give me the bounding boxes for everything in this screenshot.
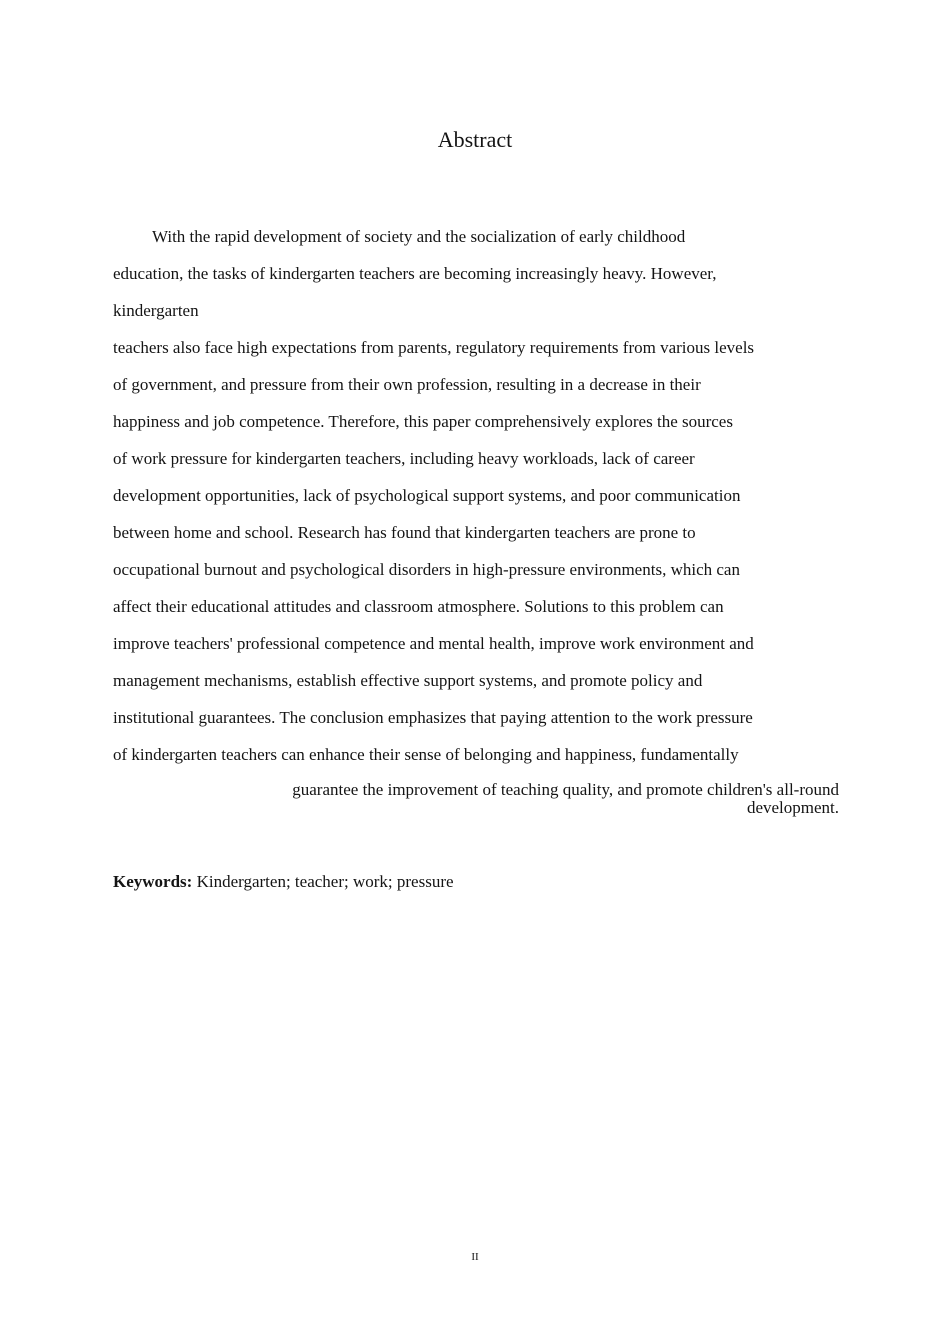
paragraph-line: development. bbox=[746, 798, 839, 817]
abstract-paragraph bbox=[113, 218, 839, 773]
paragraph-line: of work pressure for kindergarten teachers, including heavy workloads, lack of career bbox=[113, 449, 695, 468]
paragraph-line: education, the tasks of kindergarten teachers are becoming increasingly heavy. However, bbox=[113, 264, 717, 283]
paragraph-line: With the rapid development of society and the socialization of early childhood bbox=[152, 227, 686, 246]
paragraph-line: occupational burnout and psychological disorders in high-pressure environments, which can bbox=[113, 560, 740, 579]
abstract-title: Abstract bbox=[437, 127, 513, 152]
keywords-line bbox=[113, 871, 839, 893]
paragraph-line: between home and school. Research has found that kindergarten teachers are prone to bbox=[113, 523, 696, 542]
paragraph-line: of government, and pressure from their own profession, resulting in a decrease in their bbox=[113, 375, 701, 394]
paragraph-line: guarantee the improvement of teaching quality, and promote children's all-round bbox=[292, 780, 839, 799]
paragraph-line: management mechanisms, establish effective support systems, and promote policy and bbox=[113, 671, 703, 690]
paragraph-line: affect their educational attitudes and classroom atmosphere. Solutions to this problem can bbox=[113, 597, 724, 616]
keywords-label: Keywords: bbox=[113, 872, 193, 891]
paragraph-line: teachers also face high expectations from parents, regulatory requirements from various levels bbox=[113, 338, 755, 357]
keywords-text: Kindergarten; teacher; work; pressure bbox=[196, 872, 454, 891]
page-number: II bbox=[471, 1251, 479, 1263]
abstract-paragraph-tail bbox=[113, 781, 839, 817]
paragraph-line: development opportunities, lack of psychological support systems, and poor communication bbox=[113, 486, 741, 505]
paragraph-line: institutional guarantees. The conclusion emphasizes that paying attention to the work pressure bbox=[113, 708, 753, 727]
paragraph-line: improve teachers' professional competence and mental health, improve work environment and bbox=[113, 634, 754, 653]
paragraph-line: happiness and job competence. Therefore, this paper comprehensively explores the sources bbox=[113, 412, 733, 431]
paragraph-line: kindergarten bbox=[113, 301, 199, 320]
paragraph-line: of kindergarten teachers can enhance their sense of belonging and happiness, fundamentally bbox=[113, 745, 739, 764]
